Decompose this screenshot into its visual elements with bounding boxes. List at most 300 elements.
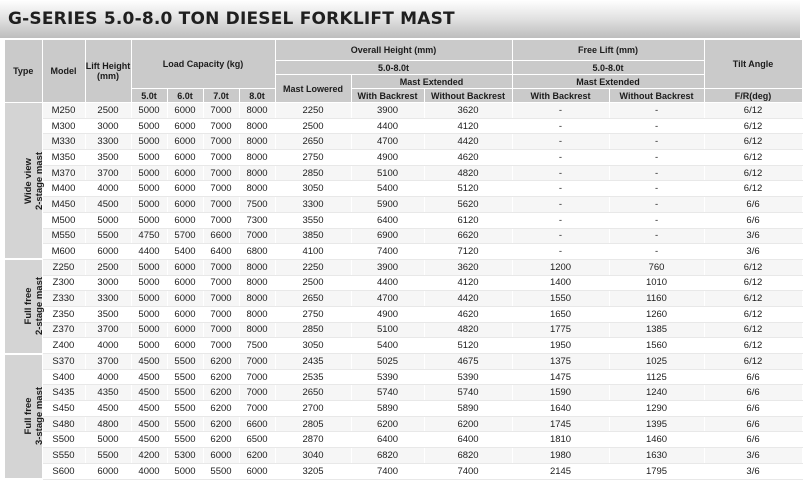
cell-mast-lowered: 3850 xyxy=(275,228,351,244)
cell-load-5t: 5000 xyxy=(131,306,167,322)
cell-free-without-backrest: 1025 xyxy=(609,354,704,370)
header-type: Type xyxy=(5,40,42,103)
cell-height-without-backrest: 4420 xyxy=(424,134,512,150)
cell-free-with-backrest: 1650 xyxy=(512,306,609,322)
cell-load-7t: 7000 xyxy=(203,306,239,322)
cell-free-with-backrest: 1775 xyxy=(512,322,609,338)
cell-mast-lowered: 2535 xyxy=(275,369,351,385)
cell-load-6t: 5400 xyxy=(167,244,203,260)
cell-model: M550 xyxy=(42,228,85,244)
cell-tilt-angle: 6/12 xyxy=(704,291,802,307)
cell-mast-lowered: 3050 xyxy=(275,338,351,354)
cell-tilt-angle: 6/12 xyxy=(704,259,802,275)
cell-mast-lowered: 3300 xyxy=(275,197,351,213)
cell-height-without-backrest: 3620 xyxy=(424,103,512,119)
cell-load-7t: 7000 xyxy=(203,259,239,275)
cell-load-5t: 5000 xyxy=(131,150,167,166)
cell-model: S600 xyxy=(42,463,85,479)
cell-lift-height: 2500 xyxy=(85,259,131,275)
table-row xyxy=(5,354,802,370)
cell-height-without-backrest: 5390 xyxy=(424,369,512,385)
cell-free-without-backrest: - xyxy=(609,134,704,150)
cell-free-without-backrest: - xyxy=(609,212,704,228)
cell-load-8t: 8000 xyxy=(239,259,275,275)
table-row xyxy=(5,228,802,244)
cell-model: M600 xyxy=(42,244,85,260)
cell-free-without-backrest: 1560 xyxy=(609,338,704,354)
table-row xyxy=(5,385,802,401)
cell-model: M370 xyxy=(42,165,85,181)
cell-height-without-backrest: 6200 xyxy=(424,416,512,432)
type-label-line2: 2-stage mast xyxy=(34,151,46,210)
cell-free-without-backrest: 1395 xyxy=(609,416,704,432)
cell-mast-lowered: 2750 xyxy=(275,306,351,322)
cell-free-with-backrest: 2145 xyxy=(512,463,609,479)
cell-mast-lowered: 2805 xyxy=(275,416,351,432)
cell-lift-height: 3700 xyxy=(85,165,131,181)
header-lift-height: Lift Height (mm) xyxy=(85,40,131,103)
cell-load-7t: 7000 xyxy=(203,275,239,291)
cell-mast-lowered: 2700 xyxy=(275,401,351,417)
cell-load-8t: 8000 xyxy=(239,118,275,134)
cell-load-8t: 8000 xyxy=(239,322,275,338)
cell-model: S400 xyxy=(42,369,85,385)
cell-free-with-backrest: 1550 xyxy=(512,291,609,307)
cell-load-7t: 6200 xyxy=(203,401,239,417)
cell-lift-height: 6000 xyxy=(85,463,131,479)
cell-load-6t: 5300 xyxy=(167,448,203,464)
cell-load-5t: 5000 xyxy=(131,212,167,228)
cell-load-7t: 6400 xyxy=(203,244,239,260)
cell-load-7t: 7000 xyxy=(203,291,239,307)
cell-free-with-backrest: 1980 xyxy=(512,448,609,464)
cell-height-without-backrest: 5890 xyxy=(424,401,512,417)
header-tilt-angle: Tilt Angle xyxy=(704,40,802,89)
cell-tilt-angle: 6/6 xyxy=(704,369,802,385)
cell-mast-lowered: 2750 xyxy=(275,150,351,166)
cell-tilt-angle: 6/6 xyxy=(704,212,802,228)
cell-lift-height: 6000 xyxy=(85,244,131,260)
header-free-with-backrest: With Backrest xyxy=(512,89,609,103)
cell-height-with-backrest: 6400 xyxy=(351,432,424,448)
cell-load-5t: 5000 xyxy=(131,165,167,181)
cell-free-with-backrest: 1475 xyxy=(512,369,609,385)
cell-height-without-backrest: 6620 xyxy=(424,228,512,244)
cell-load-8t: 6000 xyxy=(239,463,275,479)
cell-free-without-backrest: 1010 xyxy=(609,275,704,291)
cell-free-with-backrest: 1950 xyxy=(512,338,609,354)
cell-load-5t: 5000 xyxy=(131,181,167,197)
cell-load-5t: 5000 xyxy=(131,275,167,291)
cell-load-8t: 6600 xyxy=(239,416,275,432)
cell-height-with-backrest: 4400 xyxy=(351,275,424,291)
cell-height-without-backrest: 4120 xyxy=(424,118,512,134)
cell-model: Z300 xyxy=(42,275,85,291)
cell-height-without-backrest: 5620 xyxy=(424,197,512,213)
cell-load-7t: 6200 xyxy=(203,385,239,401)
cell-free-with-backrest: 1400 xyxy=(512,275,609,291)
cell-lift-height: 4000 xyxy=(85,338,131,354)
cell-model: S450 xyxy=(42,401,85,417)
cell-free-with-backrest: 1375 xyxy=(512,354,609,370)
cell-free-without-backrest: - xyxy=(609,150,704,166)
cell-free-without-backrest: - xyxy=(609,228,704,244)
cell-free-without-backrest: 1240 xyxy=(609,385,704,401)
cell-lift-height: 5000 xyxy=(85,212,131,228)
cell-mast-lowered: 3040 xyxy=(275,448,351,464)
cell-height-without-backrest: 4820 xyxy=(424,165,512,181)
cell-height-without-backrest: 4620 xyxy=(424,306,512,322)
cell-height-with-backrest: 6900 xyxy=(351,228,424,244)
cell-load-6t: 6000 xyxy=(167,275,203,291)
cell-mast-lowered: 2850 xyxy=(275,165,351,181)
cell-lift-height: 3300 xyxy=(85,291,131,307)
cell-free-without-backrest: - xyxy=(609,103,704,119)
table-row xyxy=(5,322,802,338)
cell-free-without-backrest: 1260 xyxy=(609,306,704,322)
cell-tilt-angle: 6/12 xyxy=(704,275,802,291)
table-body xyxy=(5,103,802,480)
table-row xyxy=(5,432,802,448)
header-mast-lowered: Mast Lowered xyxy=(275,75,351,103)
cell-load-5t: 4000 xyxy=(131,463,167,479)
cell-lift-height: 4800 xyxy=(85,416,131,432)
cell-load-6t: 6000 xyxy=(167,103,203,119)
cell-height-without-backrest: 7400 xyxy=(424,463,512,479)
type-group-label xyxy=(5,259,46,353)
cell-load-8t: 6500 xyxy=(239,432,275,448)
cell-load-7t: 5500 xyxy=(203,463,239,479)
type-label-line2: 3-stage mast xyxy=(34,387,46,446)
cell-model: S435 xyxy=(42,385,85,401)
cell-mast-lowered: 2250 xyxy=(275,103,351,119)
cell-tilt-angle: 3/6 xyxy=(704,228,802,244)
cell-load-6t: 6000 xyxy=(167,322,203,338)
cell-mast-lowered: 2650 xyxy=(275,291,351,307)
cell-load-6t: 5500 xyxy=(167,385,203,401)
cell-load-6t: 5500 xyxy=(167,416,203,432)
cell-height-with-backrest: 5400 xyxy=(351,338,424,354)
cell-lift-height: 3500 xyxy=(85,150,131,166)
cell-height-with-backrest: 5890 xyxy=(351,401,424,417)
cell-free-without-backrest: 1795 xyxy=(609,463,704,479)
cell-height-with-backrest: 5100 xyxy=(351,165,424,181)
cell-tilt-angle: 6/6 xyxy=(704,416,802,432)
table-row xyxy=(5,118,802,134)
cell-model: S370 xyxy=(42,354,85,370)
cell-lift-height: 3300 xyxy=(85,134,131,150)
cell-load-5t: 4500 xyxy=(131,416,167,432)
cell-model: Z350 xyxy=(42,306,85,322)
header-load-capacity: Load Capacity (kg) xyxy=(131,40,275,89)
cell-load-7t: 7000 xyxy=(203,322,239,338)
cell-tilt-angle: 6/12 xyxy=(704,306,802,322)
cell-load-6t: 5500 xyxy=(167,401,203,417)
header-without-backrest: Without Backrest xyxy=(424,89,512,103)
cell-model: Z250 xyxy=(42,259,85,275)
table-row xyxy=(5,291,802,307)
header-load-5t: 5.0t xyxy=(131,89,167,103)
cell-free-with-backrest: 1590 xyxy=(512,385,609,401)
cell-load-7t: 6200 xyxy=(203,354,239,370)
cell-lift-height: 2500 xyxy=(85,103,131,119)
type-label-line1: Full free xyxy=(23,397,35,435)
cell-load-6t: 6000 xyxy=(167,306,203,322)
cell-height-with-backrest: 5100 xyxy=(351,322,424,338)
cell-height-with-backrest: 4700 xyxy=(351,291,424,307)
cell-free-with-backrest: - xyxy=(512,228,609,244)
cell-free-without-backrest: 1460 xyxy=(609,432,704,448)
table-row xyxy=(5,306,802,322)
cell-model: M250 xyxy=(42,103,85,119)
cell-load-8t: 7500 xyxy=(239,338,275,354)
cell-model: S500 xyxy=(42,432,85,448)
cell-load-6t: 6000 xyxy=(167,212,203,228)
cell-load-7t: 7000 xyxy=(203,338,239,354)
cell-lift-height: 3700 xyxy=(85,322,131,338)
cell-height-without-backrest: 7120 xyxy=(424,244,512,260)
cell-model: S550 xyxy=(42,448,85,464)
table-row xyxy=(5,150,802,166)
cell-load-8t: 7000 xyxy=(239,369,275,385)
cell-free-without-backrest: 1125 xyxy=(609,369,704,385)
table-row xyxy=(5,134,802,150)
cell-tilt-angle: 6/12 xyxy=(704,103,802,119)
cell-tilt-angle: 6/6 xyxy=(704,401,802,417)
cell-height-without-backrest: 5740 xyxy=(424,385,512,401)
cell-free-without-backrest: - xyxy=(609,197,704,213)
table-row xyxy=(5,448,802,464)
cell-load-5t: 5000 xyxy=(131,259,167,275)
cell-height-with-backrest: 3900 xyxy=(351,103,424,119)
table-row xyxy=(5,338,802,354)
cell-mast-lowered: 2650 xyxy=(275,385,351,401)
header-model: Model xyxy=(42,40,85,103)
cell-lift-height: 5500 xyxy=(85,448,131,464)
type-label-line1: Full free xyxy=(23,287,35,325)
cell-height-without-backrest: 5120 xyxy=(424,338,512,354)
table-row xyxy=(5,181,802,197)
cell-load-7t: 7000 xyxy=(203,181,239,197)
cell-load-6t: 5500 xyxy=(167,432,203,448)
cell-height-with-backrest: 7400 xyxy=(351,463,424,479)
cell-load-6t: 5000 xyxy=(167,463,203,479)
type-label-line2: 2-stage mast xyxy=(34,277,46,336)
cell-load-8t: 7000 xyxy=(239,354,275,370)
cell-load-6t: 6000 xyxy=(167,134,203,150)
cell-height-without-backrest: 3620 xyxy=(424,259,512,275)
cell-load-8t: 7000 xyxy=(239,401,275,417)
cell-model: Z330 xyxy=(42,291,85,307)
cell-free-without-backrest: 1385 xyxy=(609,322,704,338)
cell-mast-lowered: 2500 xyxy=(275,275,351,291)
cell-load-7t: 7000 xyxy=(203,165,239,181)
cell-lift-height: 4500 xyxy=(85,197,131,213)
cell-load-5t: 5000 xyxy=(131,103,167,119)
cell-mast-lowered: 2850 xyxy=(275,322,351,338)
cell-load-8t: 7000 xyxy=(239,228,275,244)
cell-mast-lowered: 2250 xyxy=(275,259,351,275)
cell-height-with-backrest: 4400 xyxy=(351,118,424,134)
cell-load-5t: 4500 xyxy=(131,354,167,370)
cell-load-6t: 6000 xyxy=(167,338,203,354)
cell-load-8t: 8000 xyxy=(239,150,275,166)
cell-height-without-backrest: 4620 xyxy=(424,150,512,166)
cell-free-with-backrest: - xyxy=(512,244,609,260)
header-free-lift: Free Lift (mm) xyxy=(512,40,704,61)
cell-load-5t: 4500 xyxy=(131,432,167,448)
cell-tilt-angle: 6/6 xyxy=(704,385,802,401)
cell-lift-height: 3500 xyxy=(85,306,131,322)
cell-height-without-backrest: 6820 xyxy=(424,448,512,464)
cell-free-with-backrest: - xyxy=(512,118,609,134)
cell-load-5t: 5000 xyxy=(131,197,167,213)
cell-free-with-backrest: 1745 xyxy=(512,416,609,432)
cell-lift-height: 4500 xyxy=(85,401,131,417)
cell-tilt-angle: 6/6 xyxy=(704,197,802,213)
cell-load-6t: 6000 xyxy=(167,197,203,213)
table-row xyxy=(5,103,802,119)
cell-load-8t: 8000 xyxy=(239,134,275,150)
table-row xyxy=(5,401,802,417)
cell-load-7t: 7000 xyxy=(203,103,239,119)
cell-tilt-angle: 3/6 xyxy=(704,448,802,464)
cell-load-5t: 5000 xyxy=(131,118,167,134)
cell-height-without-backrest: 4675 xyxy=(424,354,512,370)
table-row xyxy=(5,259,802,275)
cell-height-with-backrest: 4900 xyxy=(351,306,424,322)
cell-free-with-backrest: - xyxy=(512,212,609,228)
cell-free-without-backrest: - xyxy=(609,181,704,197)
cell-lift-height: 3000 xyxy=(85,118,131,134)
cell-load-8t: 6800 xyxy=(239,244,275,260)
cell-mast-lowered: 2650 xyxy=(275,134,351,150)
cell-free-with-backrest: - xyxy=(512,134,609,150)
cell-free-with-backrest: - xyxy=(512,181,609,197)
cell-free-without-backrest: - xyxy=(609,165,704,181)
header-mast-extended: Mast Extended xyxy=(351,75,512,89)
cell-load-5t: 5000 xyxy=(131,338,167,354)
cell-model: M450 xyxy=(42,197,85,213)
cell-load-7t: 7000 xyxy=(203,118,239,134)
cell-mast-lowered: 3050 xyxy=(275,181,351,197)
cell-load-8t: 8000 xyxy=(239,306,275,322)
header-load-7t: 7.0t xyxy=(203,89,239,103)
cell-free-with-backrest: 1200 xyxy=(512,259,609,275)
cell-load-7t: 7000 xyxy=(203,212,239,228)
type-label-line1: Wide view xyxy=(23,157,35,204)
cell-load-8t: 7500 xyxy=(239,197,275,213)
type-group-label xyxy=(5,354,46,480)
cell-tilt-angle: 6/12 xyxy=(704,354,802,370)
cell-load-8t: 6200 xyxy=(239,448,275,464)
cell-lift-height: 3000 xyxy=(85,275,131,291)
cell-load-6t: 5500 xyxy=(167,369,203,385)
cell-tilt-angle: 6/12 xyxy=(704,322,802,338)
cell-load-8t: 7300 xyxy=(239,212,275,228)
cell-load-6t: 6000 xyxy=(167,291,203,307)
cell-mast-lowered: 3550 xyxy=(275,212,351,228)
cell-free-with-backrest: - xyxy=(512,165,609,181)
cell-free-with-backrest: - xyxy=(512,103,609,119)
table-row xyxy=(5,165,802,181)
cell-model: Z370 xyxy=(42,322,85,338)
cell-tilt-angle: 6/6 xyxy=(704,432,802,448)
cell-model: M330 xyxy=(42,134,85,150)
cell-lift-height: 4350 xyxy=(85,385,131,401)
cell-free-with-backrest: - xyxy=(512,150,609,166)
cell-lift-height: 3700 xyxy=(85,354,131,370)
cell-height-with-backrest: 6200 xyxy=(351,416,424,432)
header-free-without-backrest: Without Backrest xyxy=(609,89,704,103)
cell-free-without-backrest: - xyxy=(609,118,704,134)
type-group-label xyxy=(5,103,46,260)
cell-height-with-backrest: 5025 xyxy=(351,354,424,370)
cell-height-with-backrest: 6400 xyxy=(351,212,424,228)
cell-lift-height: 4000 xyxy=(85,181,131,197)
cell-load-6t: 6000 xyxy=(167,165,203,181)
cell-load-6t: 6000 xyxy=(167,118,203,134)
cell-height-with-backrest: 5900 xyxy=(351,197,424,213)
header-load-8t: 8.0t xyxy=(239,89,275,103)
table-row xyxy=(5,463,802,479)
cell-height-with-backrest: 3900 xyxy=(351,259,424,275)
cell-load-5t: 4200 xyxy=(131,448,167,464)
cell-free-without-backrest: 760 xyxy=(609,259,704,275)
cell-model: Z400 xyxy=(42,338,85,354)
cell-load-5t: 4750 xyxy=(131,228,167,244)
header-with-backrest: With Backrest xyxy=(351,89,424,103)
cell-tilt-angle: 6/12 xyxy=(704,181,802,197)
page-title: G-SERIES 5.0-8.0 TON DIESEL FORKLIFT MAST xyxy=(8,9,455,29)
cell-load-5t: 5000 xyxy=(131,291,167,307)
header-free-range: 5.0-8.0t xyxy=(512,61,704,75)
cell-model: S480 xyxy=(42,416,85,432)
cell-height-with-backrest: 4900 xyxy=(351,150,424,166)
cell-height-without-backrest: 4420 xyxy=(424,291,512,307)
table-row xyxy=(5,212,802,228)
cell-height-without-backrest: 6400 xyxy=(424,432,512,448)
cell-height-without-backrest: 6120 xyxy=(424,212,512,228)
cell-load-8t: 8000 xyxy=(239,181,275,197)
cell-tilt-angle: 3/6 xyxy=(704,244,802,260)
header-tilt-fr: F/R(deg) xyxy=(704,89,802,103)
mast-spec-table xyxy=(5,40,803,480)
table-row xyxy=(5,197,802,213)
cell-mast-lowered: 2870 xyxy=(275,432,351,448)
cell-load-7t: 6200 xyxy=(203,369,239,385)
cell-load-5t: 4500 xyxy=(131,385,167,401)
cell-height-with-backrest: 5400 xyxy=(351,181,424,197)
header-overall-height: Overall Height (mm) xyxy=(275,40,512,61)
cell-mast-lowered: 3205 xyxy=(275,463,351,479)
cell-height-without-backrest: 4120 xyxy=(424,275,512,291)
cell-free-without-backrest: - xyxy=(609,244,704,260)
cell-height-with-backrest: 5390 xyxy=(351,369,424,385)
table-row xyxy=(5,244,802,260)
cell-load-8t: 8000 xyxy=(239,103,275,119)
cell-load-7t: 7000 xyxy=(203,150,239,166)
cell-model: M350 xyxy=(42,150,85,166)
table-row xyxy=(5,369,802,385)
cell-load-6t: 6000 xyxy=(167,259,203,275)
cell-free-without-backrest: 1630 xyxy=(609,448,704,464)
cell-load-6t: 5700 xyxy=(167,228,203,244)
cell-lift-height: 4000 xyxy=(85,369,131,385)
cell-free-with-backrest: 1810 xyxy=(512,432,609,448)
cell-tilt-angle: 6/12 xyxy=(704,165,802,181)
cell-free-without-backrest: 1290 xyxy=(609,401,704,417)
